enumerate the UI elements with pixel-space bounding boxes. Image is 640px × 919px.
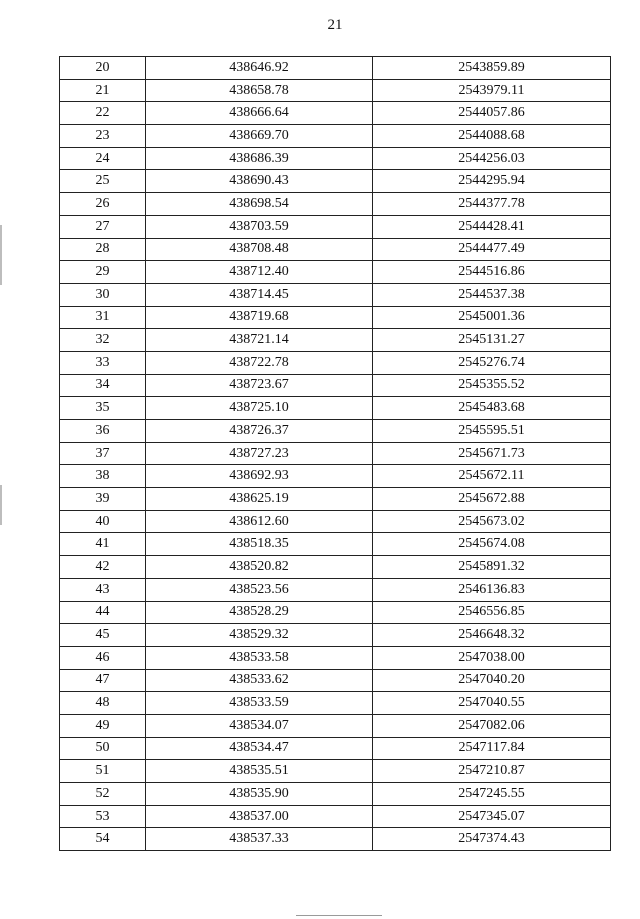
y-coordinate-cell: 2547210.87 <box>373 760 611 783</box>
y-coordinate-cell: 2547374.43 <box>373 828 611 851</box>
point-number-cell: 35 <box>60 397 146 420</box>
y-coordinate-cell: 2547082.06 <box>373 714 611 737</box>
x-coordinate-cell: 438708.48 <box>146 238 373 261</box>
y-coordinate-cell: 2544295.94 <box>373 170 611 193</box>
y-coordinate-cell: 2545672.88 <box>373 488 611 511</box>
x-coordinate-cell: 438520.82 <box>146 556 373 579</box>
coordinates-table <box>59 56 611 851</box>
point-number-cell: 26 <box>60 193 146 216</box>
table-row <box>60 669 611 692</box>
table-row <box>60 737 611 760</box>
table-row <box>60 465 611 488</box>
x-coordinate-cell: 438625.19 <box>146 488 373 511</box>
point-number-cell: 25 <box>60 170 146 193</box>
y-coordinate-cell: 2546556.85 <box>373 601 611 624</box>
point-number-cell: 51 <box>60 760 146 783</box>
y-coordinate-cell: 2544057.86 <box>373 102 611 125</box>
y-coordinate-cell: 2547117.84 <box>373 737 611 760</box>
y-coordinate-cell: 2545483.68 <box>373 397 611 420</box>
point-number-cell: 32 <box>60 329 146 352</box>
x-coordinate-cell: 438725.10 <box>146 397 373 420</box>
point-number-cell: 45 <box>60 624 146 647</box>
x-coordinate-cell: 438528.29 <box>146 601 373 624</box>
table-row <box>60 601 611 624</box>
table-row <box>60 783 611 806</box>
point-number-cell: 38 <box>60 465 146 488</box>
y-coordinate-cell: 2545891.32 <box>373 556 611 579</box>
point-number-cell: 33 <box>60 351 146 374</box>
table-row <box>60 102 611 125</box>
x-coordinate-cell: 438722.78 <box>146 351 373 374</box>
point-number-cell: 20 <box>60 57 146 80</box>
y-coordinate-cell: 2547040.20 <box>373 669 611 692</box>
x-coordinate-cell: 438698.54 <box>146 193 373 216</box>
y-coordinate-cell: 2546648.32 <box>373 624 611 647</box>
table-row <box>60 624 611 647</box>
table-row <box>60 828 611 851</box>
table-row <box>60 488 611 511</box>
table-row <box>60 692 611 715</box>
x-coordinate-cell: 438535.51 <box>146 760 373 783</box>
y-coordinate-cell: 2545131.27 <box>373 329 611 352</box>
x-coordinate-cell: 438534.47 <box>146 737 373 760</box>
point-number-cell: 44 <box>60 601 146 624</box>
y-coordinate-cell: 2544256.03 <box>373 147 611 170</box>
x-coordinate-cell: 438529.32 <box>146 624 373 647</box>
x-coordinate-cell: 438533.58 <box>146 646 373 669</box>
page-number: 21 <box>327 17 343 33</box>
point-number-cell: 29 <box>60 261 146 284</box>
table-row <box>60 397 611 420</box>
point-number-cell: 34 <box>60 374 146 397</box>
y-coordinate-cell: 2544428.41 <box>373 215 611 238</box>
table-row <box>60 329 611 352</box>
table-row <box>60 714 611 737</box>
point-number-cell: 46 <box>60 646 146 669</box>
y-coordinate-cell: 2545673.02 <box>373 510 611 533</box>
point-number-cell: 43 <box>60 578 146 601</box>
x-coordinate-cell: 438658.78 <box>146 79 373 102</box>
x-coordinate-cell: 438714.45 <box>146 283 373 306</box>
x-coordinate-cell: 438533.59 <box>146 692 373 715</box>
table-row <box>60 170 611 193</box>
y-coordinate-cell: 2545595.51 <box>373 420 611 443</box>
y-coordinate-cell: 2543979.11 <box>373 79 611 102</box>
table-row <box>60 193 611 216</box>
y-coordinate-cell: 2545355.52 <box>373 374 611 397</box>
table-row <box>60 125 611 148</box>
point-number-cell: 31 <box>60 306 146 329</box>
x-coordinate-cell: 438612.60 <box>146 510 373 533</box>
table-row <box>60 510 611 533</box>
y-coordinate-cell: 2545276.74 <box>373 351 611 374</box>
x-coordinate-cell: 438692.93 <box>146 465 373 488</box>
table-row <box>60 646 611 669</box>
x-coordinate-cell: 438721.14 <box>146 329 373 352</box>
point-number-cell: 52 <box>60 783 146 806</box>
y-coordinate-cell: 2544088.68 <box>373 125 611 148</box>
table-row <box>60 578 611 601</box>
x-coordinate-cell: 438537.00 <box>146 805 373 828</box>
y-coordinate-cell: 2545001.36 <box>373 306 611 329</box>
point-number-cell: 48 <box>60 692 146 715</box>
footer-rule <box>296 915 382 916</box>
y-coordinate-cell: 2545674.08 <box>373 533 611 556</box>
table-row <box>60 215 611 238</box>
x-coordinate-cell: 438646.92 <box>146 57 373 80</box>
x-coordinate-cell: 438534.07 <box>146 714 373 737</box>
point-number-cell: 27 <box>60 215 146 238</box>
table-row <box>60 760 611 783</box>
x-coordinate-cell: 438727.23 <box>146 442 373 465</box>
y-coordinate-cell: 2544477.49 <box>373 238 611 261</box>
table-row <box>60 351 611 374</box>
point-number-cell: 28 <box>60 238 146 261</box>
x-coordinate-cell: 438723.67 <box>146 374 373 397</box>
y-coordinate-cell: 2547245.55 <box>373 783 611 806</box>
y-coordinate-cell: 2545671.73 <box>373 442 611 465</box>
table-row <box>60 805 611 828</box>
table-row <box>60 442 611 465</box>
y-coordinate-cell: 2547345.07 <box>373 805 611 828</box>
x-coordinate-cell: 438518.35 <box>146 533 373 556</box>
x-coordinate-cell: 438719.68 <box>146 306 373 329</box>
x-coordinate-cell: 438669.70 <box>146 125 373 148</box>
y-coordinate-cell: 2547038.00 <box>373 646 611 669</box>
x-coordinate-cell: 438533.62 <box>146 669 373 692</box>
point-number-cell: 50 <box>60 737 146 760</box>
point-number-cell: 54 <box>60 828 146 851</box>
y-coordinate-cell: 2545672.11 <box>373 465 611 488</box>
x-coordinate-cell: 438712.40 <box>146 261 373 284</box>
y-coordinate-cell: 2544516.86 <box>373 261 611 284</box>
table-row <box>60 283 611 306</box>
table-row <box>60 57 611 80</box>
point-number-cell: 42 <box>60 556 146 579</box>
table-row <box>60 306 611 329</box>
point-number-cell: 22 <box>60 102 146 125</box>
point-number-cell: 23 <box>60 125 146 148</box>
table-row <box>60 374 611 397</box>
point-number-cell: 47 <box>60 669 146 692</box>
point-number-cell: 49 <box>60 714 146 737</box>
x-coordinate-cell: 438535.90 <box>146 783 373 806</box>
point-number-cell: 53 <box>60 805 146 828</box>
y-coordinate-cell: 2547040.55 <box>373 692 611 715</box>
y-coordinate-cell: 2544377.78 <box>373 193 611 216</box>
table-row <box>60 79 611 102</box>
y-coordinate-cell: 2544537.38 <box>373 283 611 306</box>
table-row <box>60 533 611 556</box>
table-row <box>60 261 611 284</box>
point-number-cell: 39 <box>60 488 146 511</box>
x-coordinate-cell: 438690.43 <box>146 170 373 193</box>
point-number-cell: 30 <box>60 283 146 306</box>
x-coordinate-cell: 438537.33 <box>146 828 373 851</box>
point-number-cell: 40 <box>60 510 146 533</box>
scan-edge-mark <box>0 485 2 525</box>
table-row <box>60 556 611 579</box>
point-number-cell: 21 <box>60 79 146 102</box>
table-body <box>60 57 611 851</box>
point-number-cell: 41 <box>60 533 146 556</box>
y-coordinate-cell: 2543859.89 <box>373 57 611 80</box>
point-number-cell: 24 <box>60 147 146 170</box>
x-coordinate-cell: 438523.56 <box>146 578 373 601</box>
x-coordinate-cell: 438726.37 <box>146 420 373 443</box>
point-number-cell: 36 <box>60 420 146 443</box>
x-coordinate-cell: 438703.59 <box>146 215 373 238</box>
table-row <box>60 147 611 170</box>
y-coordinate-cell: 2546136.83 <box>373 578 611 601</box>
x-coordinate-cell: 438686.39 <box>146 147 373 170</box>
x-coordinate-cell: 438666.64 <box>146 102 373 125</box>
table-row <box>60 420 611 443</box>
table-row <box>60 238 611 261</box>
point-number-cell: 37 <box>60 442 146 465</box>
scan-edge-mark <box>0 225 2 285</box>
